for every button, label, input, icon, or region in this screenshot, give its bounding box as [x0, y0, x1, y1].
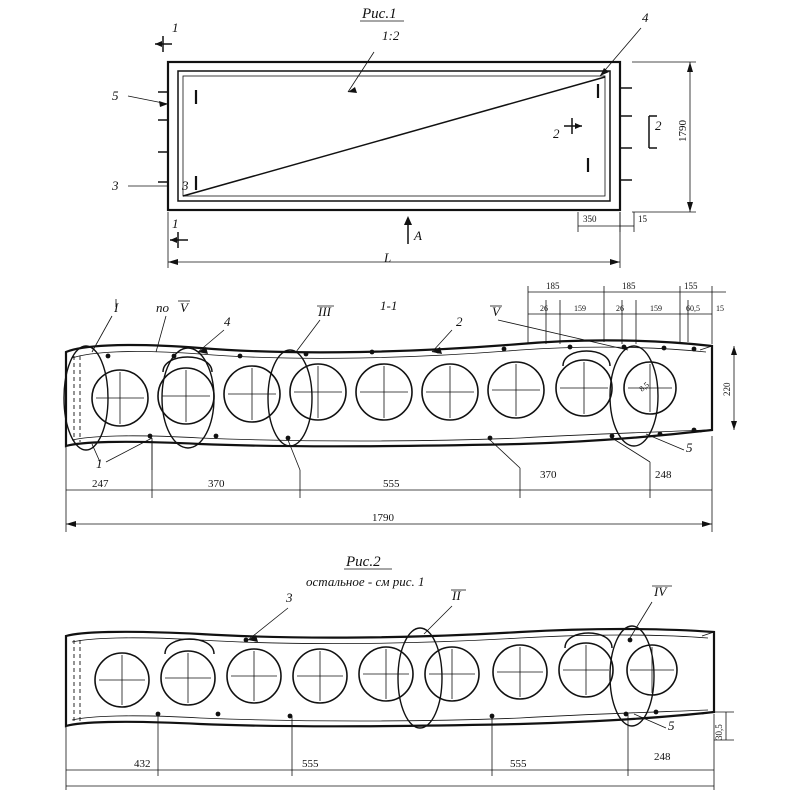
dim-159-a: 159: [574, 304, 586, 313]
label-4-mid: 4: [224, 314, 231, 329]
label-5-mid: 5: [686, 440, 693, 455]
fig2-dim-305: 30,5: [714, 724, 724, 740]
dim-247: 247: [92, 478, 109, 490]
label-III: III: [318, 304, 331, 319]
fig-mid-group: [64, 281, 737, 532]
fig1-group: [111, 6, 696, 268]
fig2-group: [66, 554, 734, 790]
dim-155: 155: [684, 281, 698, 291]
dim-26-b: 26: [616, 304, 624, 313]
fig1-section-arrowhead-bottom: [170, 237, 177, 243]
fig1-diagonal: [183, 77, 605, 196]
fig1-leader-diag: [348, 52, 374, 92]
fig2-note: остальное - см рис. 1: [306, 574, 425, 589]
fig1-dim-1790: 1790: [677, 120, 689, 142]
section-title-1-1: 1-1: [380, 298, 398, 313]
dim-angle-85: 8,5: [637, 380, 651, 394]
fig1-subtitle: 1:2: [382, 28, 400, 43]
leader-5-mid: [646, 434, 684, 450]
dim-555: 555: [383, 478, 400, 490]
fig1-label-1-top: 1: [172, 20, 179, 35]
dim-total-1790: 1790: [372, 512, 394, 524]
dim-220-arrow-t: [731, 346, 737, 355]
fig1-dim-vert-bot: [687, 202, 693, 212]
dim-220-arrow-b: [731, 421, 737, 430]
fig1-label-2-right: 2: [655, 118, 662, 133]
fig2-dim-555-b: 555: [510, 758, 527, 770]
fig2-title: Рис.2: [346, 554, 381, 570]
label-1-mid: 1: [96, 456, 103, 471]
dim-248: 248: [655, 469, 672, 481]
fig1-label-2: 2: [553, 126, 560, 141]
dim-15-mid: 15: [716, 304, 724, 313]
label-2-mid: 2: [456, 314, 463, 329]
dim-370-b: 370: [540, 469, 557, 481]
label-po-V: V: [180, 300, 188, 315]
fig1-label-A: A: [414, 228, 422, 243]
section-body-outline: [66, 340, 712, 446]
label-I: I: [114, 300, 119, 315]
fig1-dim-vert-top: [687, 62, 693, 72]
dim-370-a: 370: [208, 478, 225, 490]
fig1-dim-350: 350: [583, 214, 597, 224]
fig1-label-3-left: 3: [112, 178, 119, 193]
fig2-leader-II: [424, 606, 452, 634]
fig2-dim-555-a: 555: [302, 758, 319, 770]
dim-220: 220: [722, 382, 732, 396]
fig1-title: Рис.1: [362, 6, 397, 22]
label-po: по: [156, 300, 169, 315]
fig1-label-1-bottom: 1: [172, 216, 179, 231]
fig1-label-4: 4: [642, 10, 649, 25]
fig1-dim-15: 15: [638, 214, 647, 224]
fig2-dim-248: 248: [654, 751, 671, 763]
fig1-label-L: L: [384, 250, 392, 265]
label-V: V: [492, 304, 500, 319]
fig2-label-3: 3: [286, 590, 293, 605]
fig2-label-5: 5: [668, 718, 675, 733]
fig1-label-5: 5: [112, 88, 119, 103]
fig1-leader-5-head: [159, 101, 168, 107]
fig2-label-IV: IV: [654, 584, 667, 599]
dim-185-a: 185: [546, 281, 560, 291]
fig1-label-3-inner: 3: [182, 178, 189, 193]
section-top-dims: [528, 281, 726, 344]
section-bottom-dims: [66, 436, 712, 532]
fig2-dim-432: 432: [134, 758, 151, 770]
dim-605: 60,5: [686, 304, 700, 313]
fig1-dim-arrow-l: [168, 259, 178, 265]
fig2-label-II: II: [452, 588, 461, 603]
leader-III: [296, 320, 320, 352]
fig1-section-arrowhead-top: [155, 41, 162, 47]
dim-185-b: 185: [622, 281, 636, 291]
fig1-section-arrowhead-2: [575, 123, 582, 129]
fig2-leader-3: [248, 608, 288, 640]
fig1-dim-arrow-r: [610, 259, 620, 265]
dim-159-b: 159: [650, 304, 662, 313]
fig1-leader-4-head: [600, 68, 609, 76]
fig1-arrow-A-head: [404, 216, 412, 225]
dim-26-a: 26: [540, 304, 548, 313]
